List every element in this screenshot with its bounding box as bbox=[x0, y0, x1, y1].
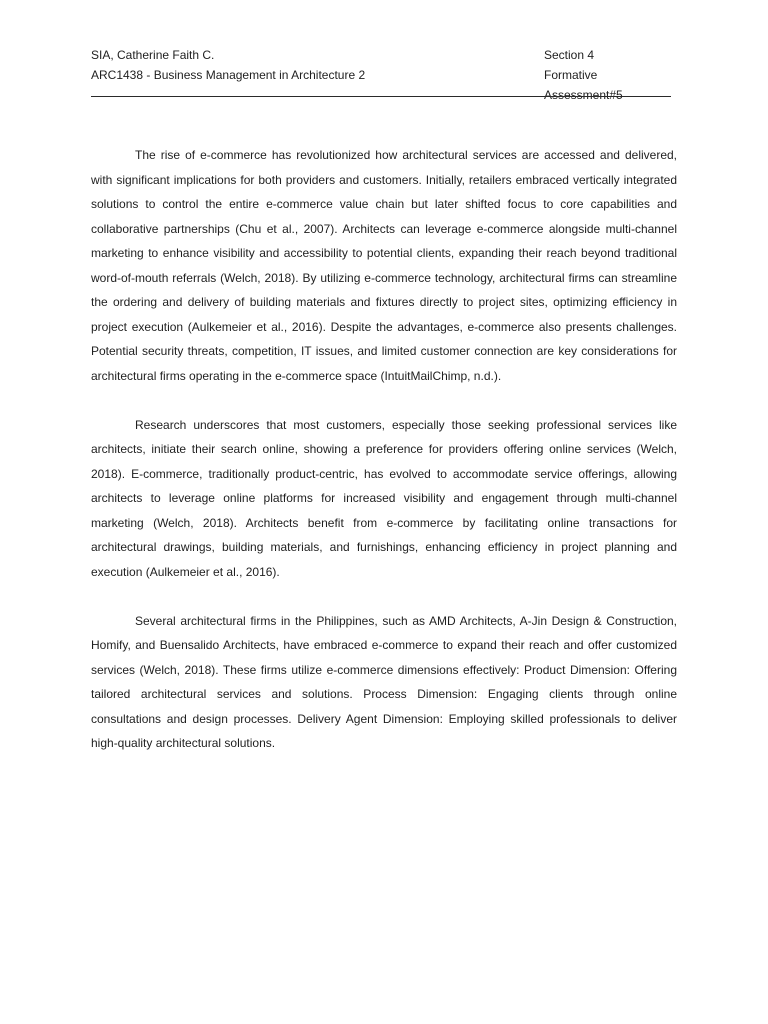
document-header bbox=[91, 45, 671, 102]
document-body bbox=[91, 143, 677, 780]
body-paragraph: Several architectural firms in the Philippines, such as AMD Architects, A-Jin Design & Construction, Homify, and Buensalido Architects, have embraced e-commerce to expand their reach and offer customized services (Welch, 2018). These firms utilize e-commerce dimensions effectively: Product Dimension: Offering tailored architectural services and solutions. Process Dimension: Engaging clients through online consultations and design processes. Delivery Agent Dimension: Employing skilled professionals to deliver high-quality architectural solutions. bbox=[91, 613, 677, 750]
body-paragraph: The rise of e-commerce has revolutionized how architectural services are accessed and delivered, with significant implications for both providers and customers. Initially, retailers embraced vertically integrated solutions to control the entire e-commerce value chain but later shifted focus to core capabilities and collaborative partnerships (Chu et al., 2007). Architects can leverage e-commerce alongside multi-channel marketing to enhance visibility and accessibility to potential clients, expanding their reach beyond traditional word-of-mouth referrals (Welch, 2018). By utilizing e-commerce technology, architectural firms can streamline the ordering and delivery of building materials and fixtures directly to project sites, optimizing efficiency in project execution (Aulkemeier et al., 2016). Despite the advantages, e-commerce also presents challenges. Potential security threats, competition, IT issues, and limited customer connection are key considerations for architectural firms operating in the e-commerce space (IntuitMailChimp, n.d.). bbox=[91, 148, 677, 383]
header-row-1 bbox=[91, 45, 671, 65]
section-label: Section 4 bbox=[544, 48, 595, 62]
course-title: ARC1438 - Business Management in Architecture 2 bbox=[91, 68, 366, 82]
author-name: SIA, Catherine Faith C. bbox=[91, 48, 215, 62]
header-divider bbox=[91, 96, 671, 97]
assessment-label: Formative Assessment#5 bbox=[544, 68, 623, 102]
body-paragraph: Research underscores that most customers, especially those seeking professional services like architects, initiate their search online, showing a preference for providers offering online services (Welch, 2018). E-commerce, traditionally product-centric, has evolved to accommodate service offerings, allowing architects to leverage online platforms for increased visibility and engagement through multi-channel marketing (Welch, 2018). Architects benefit from e-commerce by facilitating online transactions for architectural drawings, building materials, and furnishings, enhancing efficiency in project planning and execution (Aulkemeier et al., 2016). bbox=[91, 417, 677, 579]
header-row-2 bbox=[91, 65, 671, 102]
